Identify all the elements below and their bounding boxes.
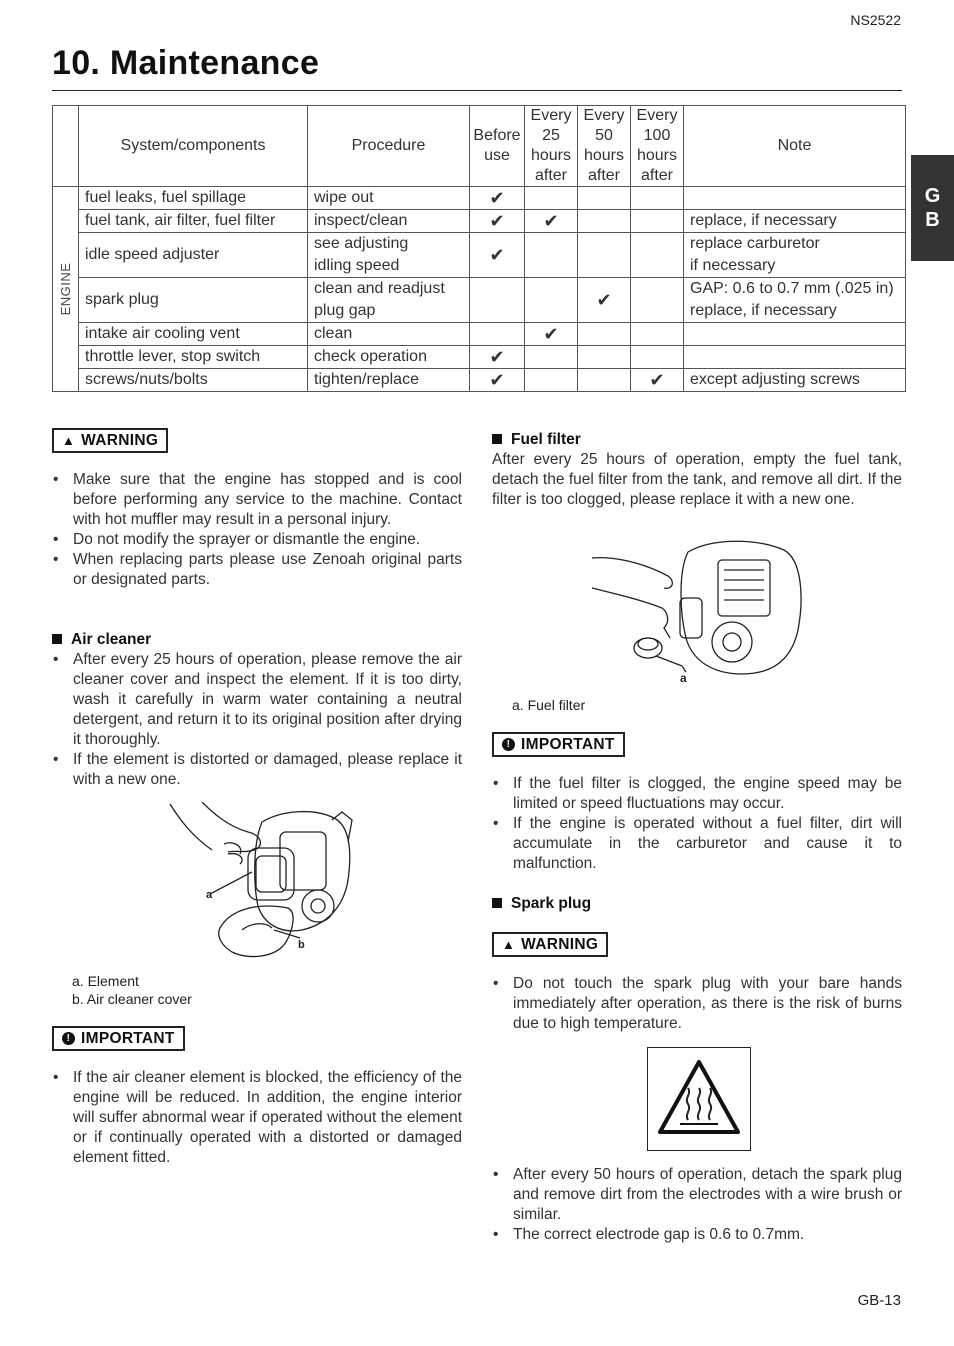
system-cell: throttle lever, stop switch: [79, 346, 308, 369]
header-line: hours: [636, 147, 678, 164]
interval-cell-before: [470, 210, 525, 233]
interval-cell-before: [470, 369, 525, 392]
note-cell: [684, 323, 906, 346]
air-cleaner-heading: [52, 630, 462, 650]
table-body: [53, 187, 906, 392]
interval-cell-before: [470, 323, 525, 346]
interval-cell-h50: [578, 233, 631, 278]
figure-caption: [52, 972, 462, 1008]
interval-cell-h50: [578, 278, 631, 323]
interval-cell-h25: [525, 233, 578, 278]
spark-plug-list: [492, 1165, 902, 1245]
header-line: after: [587, 167, 620, 184]
interval-cell-before: [470, 233, 525, 278]
list-item: • When replacing parts please use Zenoah original parts or designated parts.: [52, 550, 462, 590]
system-cell: fuel leaks, fuel spillage: [79, 187, 308, 210]
language-tab: [911, 155, 954, 261]
header-before-use: [470, 106, 525, 187]
procedure-cell: [308, 278, 470, 323]
maintenance-table: [52, 105, 906, 392]
header-every-100: [631, 106, 684, 187]
list-item: • Make sure that the engine has stopped and is cool before performing any service to the machine. Contact with hot muffler may result in a personal injury.: [52, 470, 462, 530]
procedure-line: see adjusting: [314, 235, 409, 252]
important-label: IMPORTANT: [81, 1029, 175, 1047]
procedure-line: check operation: [314, 348, 427, 365]
header-line: after: [640, 167, 673, 184]
note-cell: [684, 369, 906, 392]
header-every-25: [525, 106, 578, 187]
header-procedure: Procedure: [308, 106, 470, 187]
note-line: if necessary: [690, 257, 776, 274]
note-line: replace carburetor: [690, 235, 820, 252]
document-code: NS2522: [850, 12, 901, 28]
interval-cell-h100: [631, 187, 684, 210]
note-cell: [684, 210, 906, 233]
header-line: hours: [583, 147, 625, 164]
procedure-cell: [308, 187, 470, 210]
list-item: • Do not touch the spark plug with your bare hands immediately after operation, as there is the risk of burns due to high temperature.: [492, 974, 902, 1034]
warning-list: [52, 470, 462, 590]
header-line: Before: [473, 127, 521, 144]
check-mark-icon: ✔: [649, 370, 665, 390]
procedure-cell: [308, 346, 470, 369]
hot-surface-sign: [647, 1047, 751, 1151]
list-item: • After every 25 hours of operation, please remove the air cleaner cover and inspect the element. If it is too dirty, wash it carefully in warm water containing a neutral detergent, and return it to its original position after drying it thoroughly.: [52, 650, 462, 750]
interval-cell-h25: [525, 278, 578, 323]
spark-plug-heading: [492, 894, 902, 914]
procedure-line: idling speed: [314, 257, 400, 274]
system-cell: spark plug: [79, 278, 308, 323]
page-title: 10. Maintenance: [52, 44, 320, 82]
system-cell: screws/nuts/bolts: [79, 369, 308, 392]
interval-cell-before: [470, 278, 525, 323]
exclamation-icon: !: [502, 738, 515, 751]
right-column: [492, 428, 902, 1245]
section-title: Air cleaner: [71, 631, 152, 648]
fuel-filter-illustration: [492, 538, 902, 698]
table-row: [53, 187, 906, 210]
interval-cell-h100: [631, 210, 684, 233]
important-badge: [492, 732, 625, 757]
interval-cell-h100: [631, 369, 684, 392]
list-item: • If the fuel filter is clogged, the engine speed may be limited or speed fluctuations may occur.: [492, 774, 902, 814]
note-cell: [684, 346, 906, 369]
list-item: • After every 50 hours of operation, detach the spark plug and remove dirt from the electrodes with a wire brush or similar.: [492, 1165, 902, 1225]
header-line: Every: [583, 107, 625, 124]
caption-line: b. Air cleaner cover: [72, 991, 192, 1007]
important-badge: [52, 1026, 185, 1051]
header-line: Every: [636, 107, 678, 124]
procedure-cell: [308, 323, 470, 346]
check-mark-icon: ✔: [489, 245, 505, 265]
engine-side-cell: [53, 187, 79, 392]
interval-cell-h100: [631, 346, 684, 369]
header-system: System/components: [79, 106, 308, 187]
procedure-cell: [308, 233, 470, 278]
interval-cell-h25: [525, 210, 578, 233]
fuel-filter-paragraph: After every 25 hours of operation, empty the fuel tank, detach the fuel filter from the tank, and remove all dirt. If the filter is too clogged, please replace it with a new one.: [492, 451, 902, 508]
interval-cell-h100: [631, 233, 684, 278]
air-cleaner-list: [52, 650, 462, 790]
table-header-row: [53, 106, 906, 187]
interval-cell-before: [470, 346, 525, 369]
system-cell: intake air cooling vent: [79, 323, 308, 346]
caption-line: a. Element: [72, 973, 139, 989]
procedure-line: clean: [314, 325, 353, 342]
warning-list: [492, 974, 902, 1034]
procedure-line: inspect/clean: [314, 212, 408, 229]
interval-cell-h100: [631, 278, 684, 323]
table-row: [53, 210, 906, 233]
list-item: • Do not modify the sprayer or dismantle the engine.: [52, 530, 462, 550]
header-line: use: [484, 147, 510, 164]
header-line: 100: [643, 127, 671, 144]
note-cell: [684, 233, 906, 278]
header-line: 25: [542, 127, 560, 144]
procedure-cell: [308, 210, 470, 233]
note-cell: [684, 187, 906, 210]
square-bullet-icon: [492, 898, 502, 908]
page-number: GB-13: [857, 1292, 901, 1309]
figure-label-a: a: [680, 671, 687, 685]
fuel-filter-heading: [492, 430, 902, 450]
procedure-line: wipe out: [314, 189, 374, 206]
table-row: [53, 323, 906, 346]
interval-cell-h50: [578, 187, 631, 210]
procedure-line: plug gap: [314, 302, 376, 319]
procedure-cell: [308, 369, 470, 392]
interval-cell-h25: [525, 369, 578, 392]
warning-badge: [52, 428, 168, 453]
check-mark-icon: ✔: [543, 324, 559, 344]
figure-label-b: b: [298, 939, 305, 951]
square-bullet-icon: [492, 434, 502, 444]
interval-cell-h25: [525, 346, 578, 369]
warning-badge: [492, 932, 608, 957]
system-cell: fuel tank, air filter, fuel filter: [79, 210, 308, 233]
table-row: [53, 233, 906, 278]
interval-cell-h50: [578, 369, 631, 392]
interval-cell-h50: [578, 210, 631, 233]
header-every-50: [578, 106, 631, 187]
list-item: • If the air cleaner element is blocked, the efficiency of the engine will be reduced. In addition, the engine interior will suffer abnormal wear if operated without the element or if continually operated with a distorted or damaged element fitted.: [52, 1068, 462, 1168]
figure-caption: a. Fuel filter: [512, 697, 586, 713]
header-line: after: [534, 167, 567, 184]
interval-cell-before: [470, 187, 525, 210]
interval-cell-h50: [578, 323, 631, 346]
table-row: [53, 278, 906, 323]
list-item: • If the engine is operated without a fuel filter, dirt will accumulate in the carburetor and cause it to malfunction.: [492, 814, 902, 874]
check-mark-icon: ✔: [489, 347, 505, 367]
warning-triangle-icon: ▲: [62, 432, 76, 448]
exclamation-icon: !: [62, 1032, 75, 1045]
section-title: Fuel filter: [511, 431, 581, 448]
interval-cell-h25: [525, 323, 578, 346]
section-title: Spark plug: [511, 895, 592, 912]
language-tab-letter: G: [924, 185, 941, 207]
left-column: [52, 428, 462, 1168]
engine-side-label: ENGINE: [57, 262, 73, 316]
check-mark-icon: ✔: [489, 211, 505, 231]
check-mark-icon: ✔: [489, 188, 505, 208]
check-mark-icon: ✔: [543, 211, 559, 231]
table-row: [53, 369, 906, 392]
interval-cell-h100: [631, 323, 684, 346]
system-cell: idle speed adjuster: [79, 233, 308, 278]
check-mark-icon: ✔: [596, 290, 612, 310]
note-line: except adjusting screws: [690, 371, 860, 388]
warning-label: WARNING: [81, 431, 159, 449]
note-cell: [684, 278, 906, 323]
language-tab-letter: B: [925, 209, 940, 231]
fuel-filter-figure: [492, 538, 902, 698]
hot-surface-icon: [648, 1048, 750, 1150]
interval-cell-h25: [525, 187, 578, 210]
important-list: [52, 1068, 462, 1168]
header-line: Every: [530, 107, 572, 124]
list-item: • The correct electrode gap is 0.6 to 0.7mm.: [492, 1225, 902, 1245]
table-row: [53, 346, 906, 369]
note-line: GAP: 0.6 to 0.7 mm (.025 in): [690, 280, 894, 297]
check-mark-icon: ✔: [489, 370, 505, 390]
header-line: hours: [530, 147, 572, 164]
header-note: Note: [684, 106, 906, 187]
title-divider: [52, 90, 902, 91]
warning-triangle-icon: ▲: [502, 936, 516, 952]
header-blank-cell: [53, 106, 79, 187]
procedure-line: tighten/replace: [314, 371, 419, 388]
warning-label: WARNING: [521, 935, 599, 953]
square-bullet-icon: [52, 634, 62, 644]
note-line: replace, if necessary: [690, 212, 837, 229]
header-line: 50: [595, 127, 613, 144]
figure-label-a: a: [206, 889, 213, 901]
air-cleaner-figure: [52, 802, 462, 974]
list-item: • If the element is distorted or damaged, please replace it with a new one.: [52, 750, 462, 790]
interval-cell-h50: [578, 346, 631, 369]
note-line: replace, if necessary: [690, 302, 837, 319]
important-label: IMPORTANT: [521, 735, 615, 753]
air-cleaner-illustration: [52, 802, 462, 974]
important-list: [492, 774, 902, 874]
procedure-line: clean and readjust: [314, 280, 445, 297]
